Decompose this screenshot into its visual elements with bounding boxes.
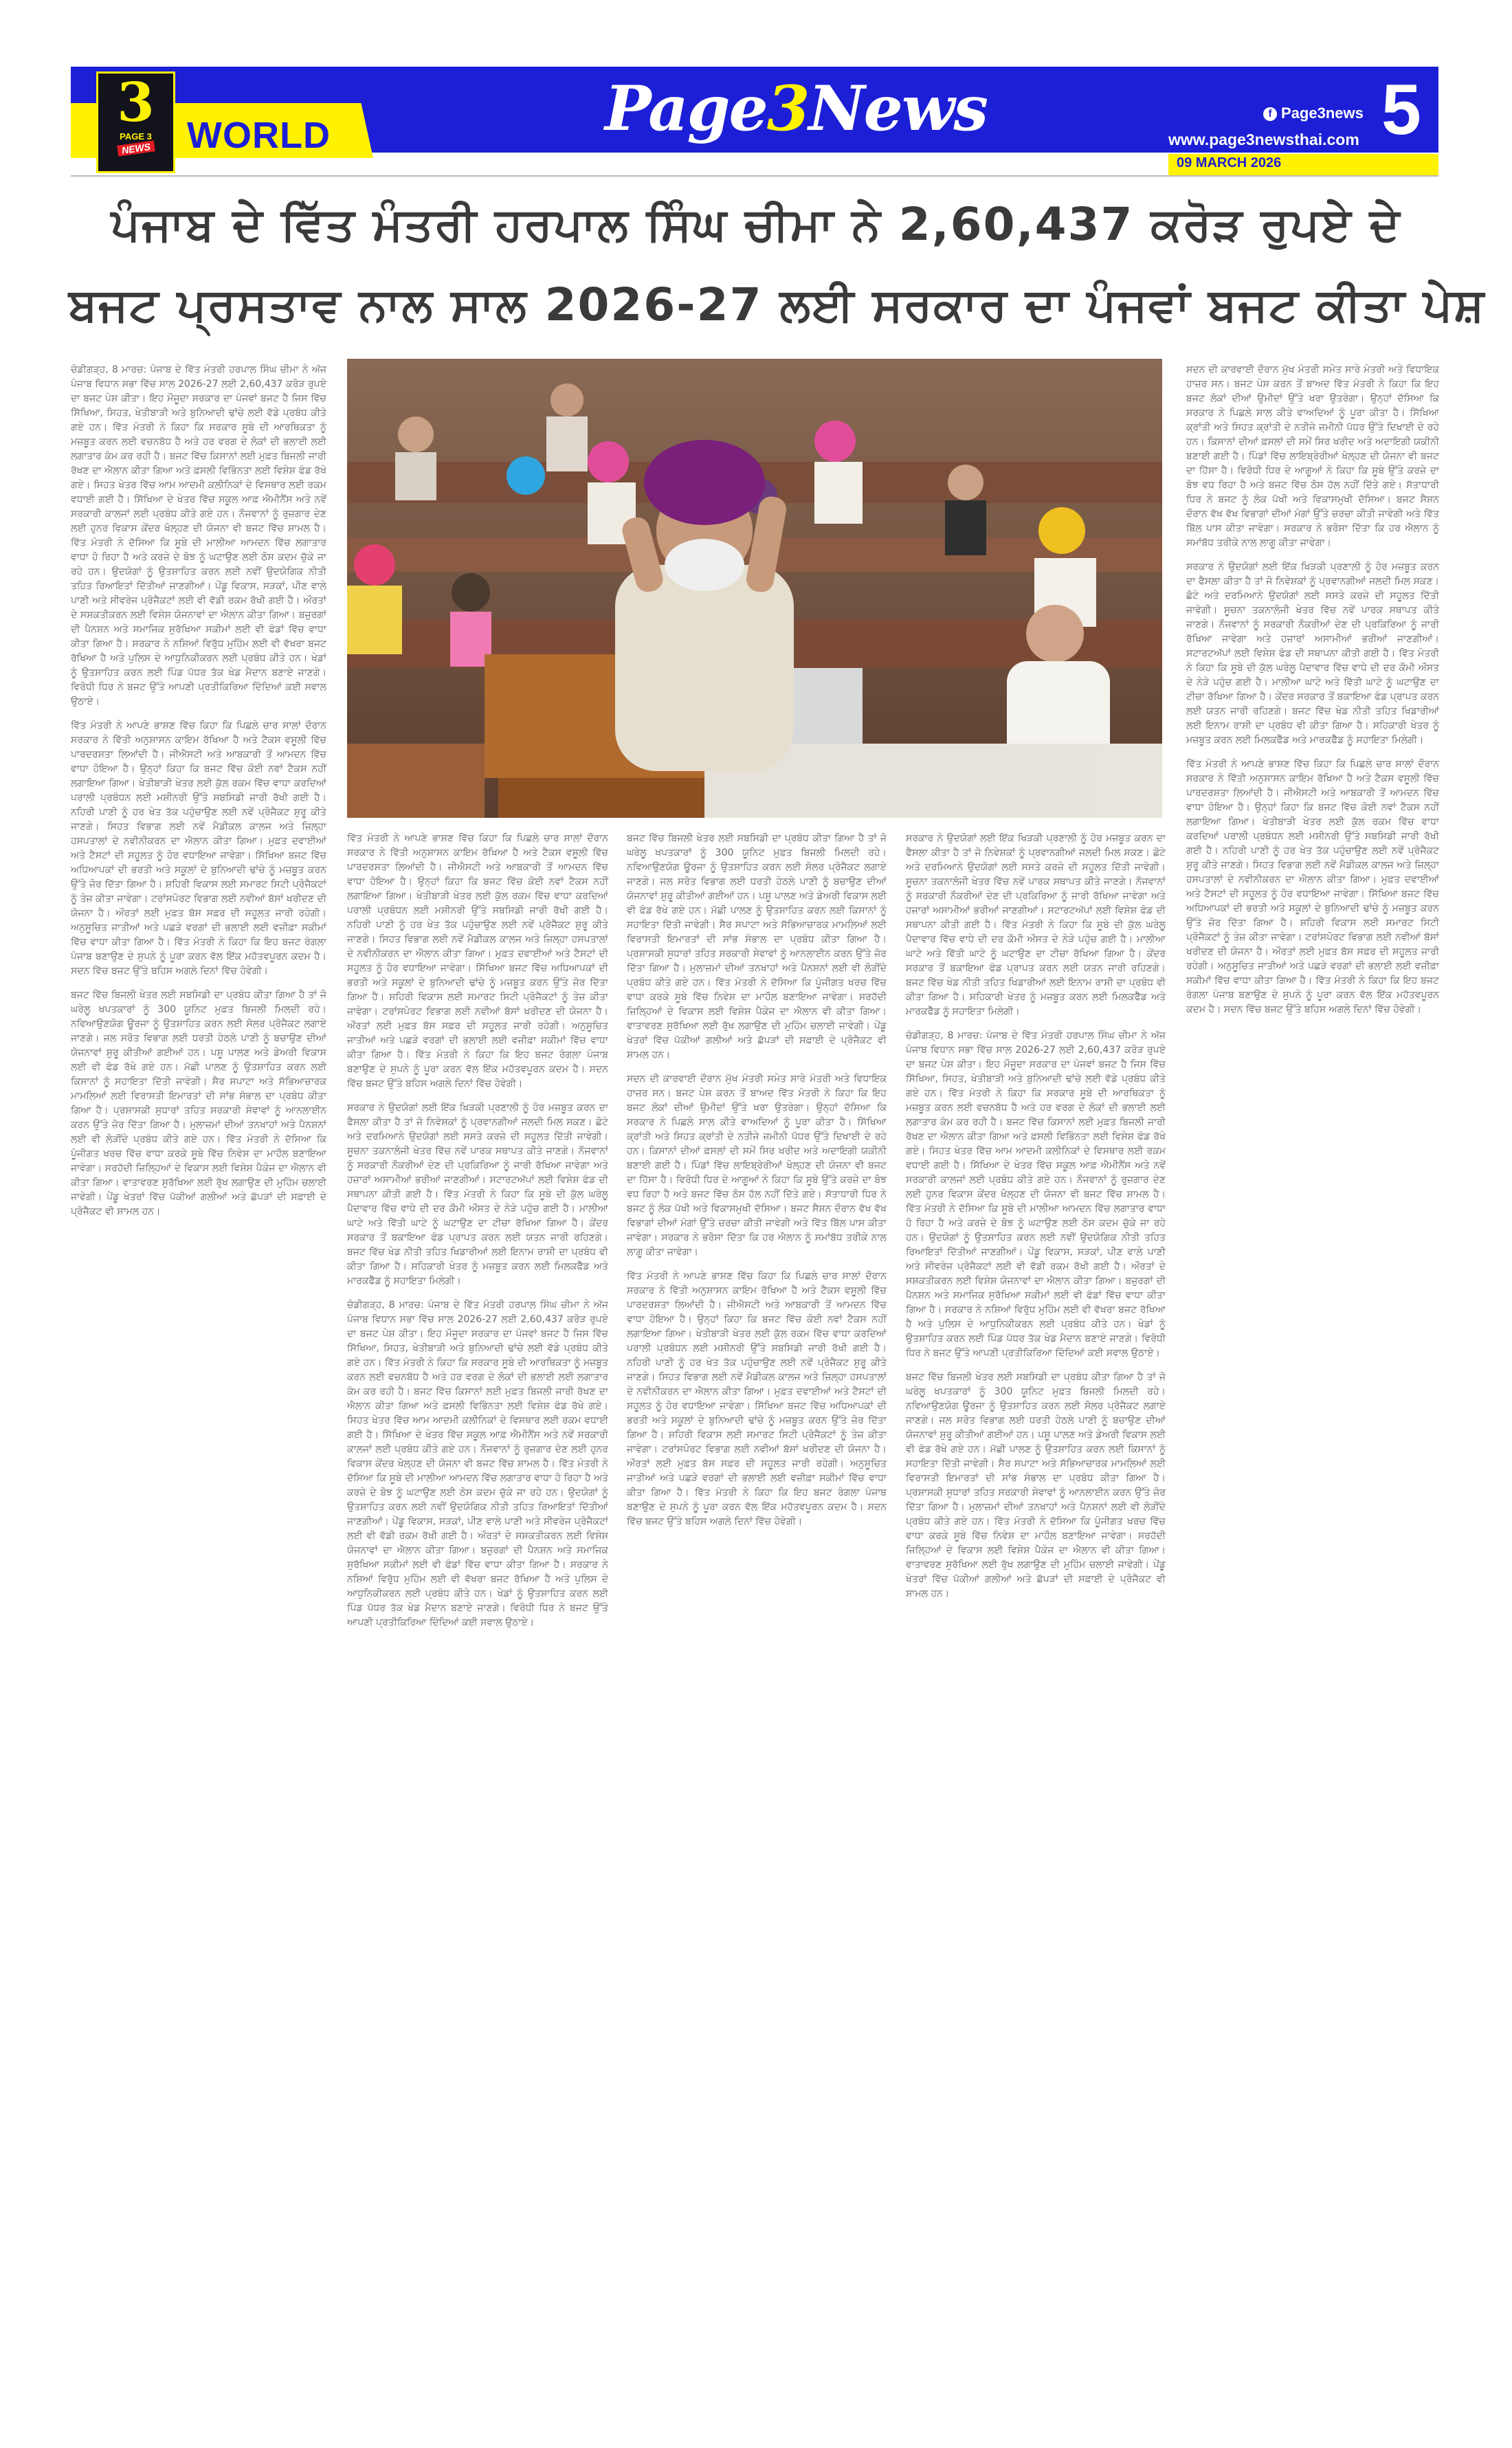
brand-suffix: News: [808, 72, 988, 145]
headline-line-2: ਬਜਟ ਪ੍ਰਸਤਾਵ ਨਾਲ ਸਾਲ 2026-27 ਲਈ ਸਰਕਾਰ ਦਾ ਪੰਜਵਾਂ ਬਜਟ ਕੀਤਾ ਪੇਸ਼: [69, 278, 1486, 331]
article-text-col2-more: ਚੰਡੀਗੜ੍ਹ, 8 ਮਾਰਚ: ਪੰਜਾਬ ਦੇ ਵਿੱਤ ਮੰਤਰੀ ਹਰਪਾਲ ਸਿੰਘ ਚੀਮਾ ਨੇ ਅੱਜ ਪੰਜਾਬ ਵਿਧਾਨ ਸਭਾ ਵਿੱਚ ਸਾਲ 2026-27 ਲਈ 2,60,437 ਕਰੋੜ ਰੁਪਏ ਦਾ ਬਜਟ ਪੇਸ਼ ਕੀਤਾ। ਇਹ ਮੌਜੂਦਾ ਸਰਕਾਰ ਦਾ ਪੰਜਵਾਂ ਬਜਟ ਹੈ ਜਿਸ ਵਿੱਚ ਸਿੱਖਿਆ, ਸਿਹਤ, ਖੇਤੀਬਾੜੀ ਅਤੇ ਬੁਨਿਆਦੀ ਢਾਂਚੇ ਲਈ ਵੱਡੇ ਪ੍ਰਬੰਧ ਕੀਤੇ ਗਏ ਹਨ। ਵਿੱਤ ਮੰਤਰੀ ਨੇ ਕਿਹਾ ਕਿ ਸਰਕਾਰ ਸੂਬੇ ਦੀ ਆਰਥਿਕਤਾ ਨੂੰ ਮਜ਼ਬੂਤ ਕਰਨ ਲਈ ਵਚਨਬੱਧ ਹੈ ਅਤੇ ਹਰ ਵਰਗ ਦੇ ਲੋਕਾਂ ਦੀ ਭਲਾਈ ਲਈ ਲਗਾਤਾਰ ਕੰਮ ਕਰ ਰਹੀ ਹੈ। ਬਜਟ ਵਿੱਚ ਕਿਸਾਨਾਂ ਲਈ ਮੁਫ਼ਤ ਬਿਜਲੀ ਜਾਰੀ ਰੱਖਣ ਦਾ ਐਲਾਨ ਕੀਤਾ ਗਿਆ ਅਤੇ ਫ਼ਸਲੀ ਵਿਭਿੰਨਤਾ ਲਈ ਵਿਸ਼ੇਸ਼ ਫੰਡ ਰੱਖੇ ਗਏ। ਸਿਹਤ ਖੇਤਰ ਵਿੱਚ ਆਮ ਆਦਮੀ ਕਲੀਨਿਕਾਂ ਦੇ ਵਿਸਥਾਰ ਲਈ ਰਕਮ ਵਧਾਈ ਗਈ ਹੈ। ਸਿੱਖਿਆ ਦੇ ਖੇਤਰ ਵਿੱਚ ਸਕੂਲ ਆਫ਼ ਐਮੀਨੈਂਸ ਅਤੇ ਨਵੇਂ ਸਰਕਾਰੀ ਕਾਲਜਾਂ ਲਈ ਪ੍ਰਬੰਧ ਕੀਤੇ ਗਏ ਹਨ। ਨੌਜਵਾਨਾਂ ਨੂੰ ਰੁਜ਼ਗਾਰ ਦੇਣ ਲਈ ਹੁਨਰ ਵਿਕਾਸ ਕੇਂਦਰ ਖੋਲ੍ਹਣ ਦੀ ਯੋਜਨਾ ਵੀ ਬਜਟ ਵਿੱਚ ਸ਼ਾਮਲ ਹੈ। ਵਿੱਤ ਮੰਤਰੀ ਨੇ ਦੱਸਿਆ ਕਿ ਸੂਬੇ ਦੀ ਮਾਲੀਆ ਆਮਦਨ ਵਿੱਚ ਲਗਾਤਾਰ ਵਾਧਾ ਹੋ ਰਿਹਾ ਹੈ ਅਤੇ ਕਰਜ਼ੇ ਦੇ ਬੋਝ ਨੂੰ ਘਟਾਉਣ ਲਈ ਠੋਸ ਕਦਮ ਚੁੱਕੇ ਜਾ ਰਹੇ ਹਨ। ਉਦਯੋਗਾਂ ਨੂੰ ਉਤਸ਼ਾਹਿਤ ਕਰਨ ਲਈ ਨਵੀਂ ਉਦਯੋਗਿਕ ਨੀਤੀ ਤਹਿਤ ਰਿਆਇਤਾਂ ਦਿੱਤੀਆਂ ਜਾਣਗੀਆਂ। ਪੇਂਡੂ ਵਿਕਾਸ, ਸੜਕਾਂ, ਪੀਣ ਵਾਲੇ ਪਾਣੀ ਅਤੇ ਸੀਵਰੇਜ ਪ੍ਰੋਜੈਕਟਾਂ ਲਈ ਵੀ ਵੱਡੀ ਰਕਮ ਰੱਖੀ ਗਈ ਹੈ। ਔਰਤਾਂ ਦੇ ਸਸ਼ਕਤੀਕਰਨ ਲਈ ਵਿਸ਼ੇਸ਼ ਯੋਜਨਾਵਾਂ ਦਾ ਐਲਾਨ ਕੀਤਾ ਗਿਆ। ਬਜ਼ੁਰਗਾਂ ਦੀ ਪੈਨਸ਼ਨ ਅਤੇ ਸਮਾਜਿਕ ਸੁਰੱਖਿਆ ਸਕੀਮਾਂ ਲਈ ਵੀ ਫੰਡਾਂ ਵਿੱਚ ਵਾਧਾ ਕੀਤਾ ਗਿਆ ਹੈ। ਸਰਕਾਰ ਨੇ ਨਸ਼ਿਆਂ ਵਿਰੁੱਧ ਮੁਹਿੰਮ ਲਈ ਵੀ ਵੱਖਰਾ ਬਜਟ ਰੱਖਿਆ ਹੈ ਅਤੇ ਪੁਲਿਸ ਦੇ ਆਧੁਨਿਕੀਕਰਨ ਲਈ ਪ੍ਰਬੰਧ ਕੀਤੇ ਹਨ। ਖੇਡਾਂ ਨੂੰ ਉਤਸ਼ਾਹਿਤ ਕਰਨ ਲਈ ਪਿੰਡ ਪੱਧਰ ਤੱਕ ਖੇਡ ਮੈਦਾਨ ਬਣਾਏ ਜਾਣਗੇ। ਵਿਰੋਧੀ ਧਿਰ ਨੇ ਬਜਟ ਉੱਤੇ ਆਪਣੀ ਪ੍ਰਤੀਕਿਰਿਆ ਦਿੰਦਿਆਂ ਕਈ ਸਵਾਲ ਉਠਾਏ।: [347, 1300, 608, 1628]
article-text-col3: ਬਜਟ ਵਿੱਚ ਬਿਜਲੀ ਖੇਤਰ ਲਈ ਸਬਸਿਡੀ ਦਾ ਪ੍ਰਬੰਧ ਕੀਤਾ ਗਿਆ ਹੈ ਤਾਂ ਜੋ ਘਰੇਲੂ ਖਪਤਕਾਰਾਂ ਨੂੰ 300 ਯੂਨਿਟ ਮੁਫ਼ਤ ਬਿਜਲੀ ਮਿਲਦੀ ਰਹੇ। ਨਵਿਆਉਣਯੋਗ ਊਰਜਾ ਨੂੰ ਉਤਸ਼ਾਹਿਤ ਕਰਨ ਲਈ ਸੋਲਰ ਪ੍ਰੋਜੈਕਟ ਲਗਾਏ ਜਾਣਗੇ। ਜਲ ਸਰੋਤ ਵਿਭਾਗ ਲਈ ਧਰਤੀ ਹੇਠਲੇ ਪਾਣੀ ਨੂੰ ਬਚਾਉਣ ਦੀਆਂ ਯੋਜਨਾਵਾਂ ਸ਼ੁਰੂ ਕੀਤੀਆਂ ਗਈਆਂ ਹਨ। ਪਸ਼ੂ ਪਾਲਣ ਅਤੇ ਡੇਅਰੀ ਵਿਕਾਸ ਲਈ ਵੀ ਫੰਡ ਰੱਖੇ ਗਏ ਹਨ। ਮੱਛੀ ਪਾਲਣ ਨੂੰ ਉਤਸ਼ਾਹਿਤ ਕਰਨ ਲਈ ਕਿਸਾਨਾਂ ਨੂੰ ਸਹਾਇਤਾ ਦਿੱਤੀ ਜਾਵੇਗੀ। ਸੈਰ ਸਪਾਟਾ ਅਤੇ ਸੱਭਿਆਚਾਰਕ ਮਾਮਲਿਆਂ ਲਈ ਵਿਰਾਸਤੀ ਇਮਾਰਤਾਂ ਦੀ ਸਾਂਭ ਸੰਭਾਲ ਦਾ ਪ੍ਰਬੰਧ ਕੀਤਾ ਗਿਆ ਹੈ। ਪ੍ਰਸ਼ਾਸਕੀ ਸੁਧਾਰਾਂ ਤਹਿਤ ਸਰਕਾਰੀ ਸੇਵਾਵਾਂ ਨੂੰ ਆਨਲਾਈਨ ਕਰਨ ਉੱਤੇ ਜ਼ੋਰ ਦਿੱਤਾ ਗਿਆ ਹੈ। ਮੁਲਾਜ਼ਮਾਂ ਦੀਆਂ ਤਨਖਾਹਾਂ ਅਤੇ ਪੈਨਸ਼ਨਾਂ ਲਈ ਵੀ ਲੋੜੀਂਦੇ ਪ੍ਰਬੰਧ ਕੀਤੇ ਗਏ ਹਨ। ਵਿੱਤ ਮੰਤਰੀ ਨੇ ਦੱਸਿਆ ਕਿ ਪੂੰਜੀਗਤ ਖਰਚ ਵਿੱਚ ਵਾਧਾ ਕਰਕੇ ਸੂਬੇ ਵਿੱਚ ਨਿਵੇਸ਼ ਦਾ ਮਾਹੌਲ ਬਣਾਇਆ ਜਾਵੇਗਾ। ਸਰਹੱਦੀ ਜ਼ਿਲ੍ਹਿਆਂ ਦੇ ਵਿਕਾਸ ਲਈ ਵਿਸ਼ੇਸ਼ ਪੈਕੇਜ ਦਾ ਐਲਾਨ ਵੀ ਕੀਤਾ ਗਿਆ। ਵਾਤਾਵਰਣ ਸੁਰੱਖਿਆ ਲਈ ਰੁੱਖ ਲਗਾਉਣ ਦੀ ਮੁਹਿੰਮ ਚਲਾਈ ਜਾਵੇਗੀ। ਪੇਂਡੂ ਖੇਤਰਾਂ ਵਿੱਚ ਪੱਕੀਆਂ ਗਲੀਆਂ ਅਤੇ ਛੱਪੜਾਂ ਦੀ ਸਫ਼ਾਈ ਦੇ ਪ੍ਰੋਜੈਕਟ ਵੀ ਸ਼ਾਮਲ ਹਨ।: [627, 833, 887, 1060]
section-label: WORLD: [187, 115, 331, 156]
article-column-2: [347, 832, 608, 2371]
logo-text-page: PAGE 3: [120, 131, 152, 142]
page3-logo: [96, 71, 175, 173]
issue-date: 09 MARCH 2026: [1177, 155, 1282, 170]
article-column-3: [627, 832, 887, 2371]
website-link[interactable]: www.page3newsthai.com: [1168, 131, 1359, 148]
article-text-col4-more: ਬਜਟ ਵਿੱਚ ਬਿਜਲੀ ਖੇਤਰ ਲਈ ਸਬਸਿਡੀ ਦਾ ਪ੍ਰਬੰਧ ਕੀਤਾ ਗਿਆ ਹੈ ਤਾਂ ਜੋ ਘਰੇਲੂ ਖਪਤਕਾਰਾਂ ਨੂੰ 300 ਯੂਨਿਟ ਮੁਫ਼ਤ ਬਿਜਲੀ ਮਿਲਦੀ ਰਹੇ। ਨਵਿਆਉਣਯੋਗ ਊਰਜਾ ਨੂੰ ਉਤਸ਼ਾਹਿਤ ਕਰਨ ਲਈ ਸੋਲਰ ਪ੍ਰੋਜੈਕਟ ਲਗਾਏ ਜਾਣਗੇ। ਜਲ ਸਰੋਤ ਵਿਭਾਗ ਲਈ ਧਰਤੀ ਹੇਠਲੇ ਪਾਣੀ ਨੂੰ ਬਚਾਉਣ ਦੀਆਂ ਯੋਜਨਾਵਾਂ ਸ਼ੁਰੂ ਕੀਤੀਆਂ ਗਈਆਂ ਹਨ। ਪਸ਼ੂ ਪਾਲਣ ਅਤੇ ਡੇਅਰੀ ਵਿਕਾਸ ਲਈ ਵੀ ਫੰਡ ਰੱਖੇ ਗਏ ਹਨ। ਮੱਛੀ ਪਾਲਣ ਨੂੰ ਉਤਸ਼ਾਹਿਤ ਕਰਨ ਲਈ ਕਿਸਾਨਾਂ ਨੂੰ ਸਹਾਇਤਾ ਦਿੱਤੀ ਜਾਵੇਗੀ। ਸੈਰ ਸਪਾਟਾ ਅਤੇ ਸੱਭਿਆਚਾਰਕ ਮਾਮਲਿਆਂ ਲਈ ਵਿਰਾਸਤੀ ਇਮਾਰਤਾਂ ਦੀ ਸਾਂਭ ਸੰਭਾਲ ਦਾ ਪ੍ਰਬੰਧ ਕੀਤਾ ਗਿਆ ਹੈ। ਪ੍ਰਸ਼ਾਸਕੀ ਸੁਧਾਰਾਂ ਤਹਿਤ ਸਰਕਾਰੀ ਸੇਵਾਵਾਂ ਨੂੰ ਆਨਲਾਈਨ ਕਰਨ ਉੱਤੇ ਜ਼ੋਰ ਦਿੱਤਾ ਗਿਆ ਹੈ। ਮੁਲਾਜ਼ਮਾਂ ਦੀਆਂ ਤਨਖਾਹਾਂ ਅਤੇ ਪੈਨਸ਼ਨਾਂ ਲਈ ਵੀ ਲੋੜੀਂਦੇ ਪ੍ਰਬੰਧ ਕੀਤੇ ਗਏ ਹਨ। ਵਿੱਤ ਮੰਤਰੀ ਨੇ ਦੱਸਿਆ ਕਿ ਪੂੰਜੀਗਤ ਖਰਚ ਵਿੱਚ ਵਾਧਾ ਕਰਕੇ ਸੂਬੇ ਵਿੱਚ ਨਿਵੇਸ਼ ਦਾ ਮਾਹੌਲ ਬਣਾਇਆ ਜਾਵੇਗਾ। ਸਰਹੱਦੀ ਜ਼ਿਲ੍ਹਿਆਂ ਦੇ ਵਿਕਾਸ ਲਈ ਵਿਸ਼ੇਸ਼ ਪੈਕੇਜ ਦਾ ਐਲਾਨ ਵੀ ਕੀਤਾ ਗਿਆ। ਵਾਤਾਵਰਣ ਸੁਰੱਖਿਆ ਲਈ ਰੁੱਖ ਲਗਾਉਣ ਦੀ ਮੁਹਿੰਮ ਚਲਾਈ ਜਾਵੇਗੀ। ਪੇਂਡੂ ਖੇਤਰਾਂ ਵਿੱਚ ਪੱਕੀਆਂ ਗਲੀਆਂ ਅਤੇ ਛੱਪੜਾਂ ਦੀ ਸਫ਼ਾਈ ਦੇ ਪ੍ਰੋਜੈਕਟ ਵੀ ਸ਼ਾਮਲ ਹਨ।: [906, 1372, 1166, 1599]
facebook-icon: f: [1263, 107, 1277, 121]
article-text-col2: ਵਿੱਤ ਮੰਤਰੀ ਨੇ ਆਪਣੇ ਭਾਸ਼ਣ ਵਿੱਚ ਕਿਹਾ ਕਿ ਪਿਛਲੇ ਚਾਰ ਸਾਲਾਂ ਦੌਰਾਨ ਸਰਕਾਰ ਨੇ ਵਿੱਤੀ ਅਨੁਸ਼ਾਸਨ ਕਾਇਮ ਰੱਖਿਆ ਹੈ ਅਤੇ ਟੈਕਸ ਵਸੂਲੀ ਵਿੱਚ ਪਾਰਦਰਸ਼ਤਾ ਲਿਆਂਦੀ ਹੈ। ਜੀਐਸਟੀ ਅਤੇ ਆਬਕਾਰੀ ਤੋਂ ਆਮਦਨ ਵਿੱਚ ਵਾਧਾ ਹੋਇਆ ਹੈ। ਉਨ੍ਹਾਂ ਕਿਹਾ ਕਿ ਬਜਟ ਵਿੱਚ ਕੋਈ ਨਵਾਂ ਟੈਕਸ ਨਹੀਂ ਲਗਾਇਆ ਗਿਆ। ਖੇਤੀਬਾੜੀ ਖੇਤਰ ਲਈ ਕੁੱਲ ਰਕਮ ਵਿੱਚ ਵਾਧਾ ਕਰਦਿਆਂ ਪਰਾਲੀ ਪ੍ਰਬੰਧਨ ਲਈ ਮਸ਼ੀਨਰੀ ਉੱਤੇ ਸਬਸਿਡੀ ਜਾਰੀ ਰੱਖੀ ਗਈ ਹੈ। ਨਹਿਰੀ ਪਾਣੀ ਨੂੰ ਹਰ ਖੇਤ ਤੱਕ ਪਹੁੰਚਾਉਣ ਲਈ ਨਵੇਂ ਪ੍ਰੋਜੈਕਟ ਸ਼ੁਰੂ ਕੀਤੇ ਜਾਣਗੇ। ਸਿਹਤ ਵਿਭਾਗ ਲਈ ਨਵੇਂ ਮੈਡੀਕਲ ਕਾਲਜ ਅਤੇ ਜ਼ਿਲ੍ਹਾ ਹਸਪਤਾਲਾਂ ਦੇ ਨਵੀਨੀਕਰਨ ਦਾ ਐਲਾਨ ਕੀਤਾ ਗਿਆ। ਮੁਫ਼ਤ ਦਵਾਈਆਂ ਅਤੇ ਟੈਸਟਾਂ ਦੀ ਸਹੂਲਤ ਨੂੰ ਹੋਰ ਵਧਾਇਆ ਜਾਵੇਗਾ। ਸਿੱਖਿਆ ਬਜਟ ਵਿੱਚ ਅਧਿਆਪਕਾਂ ਦੀ ਭਰਤੀ ਅਤੇ ਸਕੂਲਾਂ ਦੇ ਬੁਨਿਆਦੀ ਢਾਂਚੇ ਨੂੰ ਮਜ਼ਬੂਤ ਕਰਨ ਉੱਤੇ ਜ਼ੋਰ ਦਿੱਤਾ ਗਿਆ ਹੈ। ਸ਼ਹਿਰੀ ਵਿਕਾਸ ਲਈ ਸਮਾਰਟ ਸਿਟੀ ਪ੍ਰੋਜੈਕਟਾਂ ਨੂੰ ਤੇਜ਼ ਕੀਤਾ ਜਾਵੇਗਾ। ਟਰਾਂਸਪੋਰਟ ਵਿਭਾਗ ਲਈ ਨਵੀਆਂ ਬੱਸਾਂ ਖਰੀਦਣ ਦੀ ਯੋਜਨਾ ਹੈ। ਔਰਤਾਂ ਲਈ ਮੁਫ਼ਤ ਬੱਸ ਸਫ਼ਰ ਦੀ ਸਹੂਲਤ ਜਾਰੀ ਰਹੇਗੀ। ਅਨੁਸੂਚਿਤ ਜਾਤੀਆਂ ਅਤੇ ਪਛੜੇ ਵਰਗਾਂ ਦੀ ਭਲਾਈ ਲਈ ਵਜ਼ੀਫ਼ਾ ਸਕੀਮਾਂ ਵਿੱਚ ਵਾਧਾ ਕੀਤਾ ਗਿਆ ਹੈ। ਵਿੱਤ ਮੰਤਰੀ ਨੇ ਕਿਹਾ ਕਿ ਇਹ ਬਜਟ ਰੰਗਲਾ ਪੰਜਾਬ ਬਣਾਉਣ ਦੇ ਸੁਪਨੇ ਨੂੰ ਪੂਰਾ ਕਰਨ ਵੱਲ ਇੱਕ ਮਹੱਤਵਪੂਰਨ ਕਦਮ ਹੈ। ਸਦਨ ਵਿੱਚ ਬਜਟ ਉੱਤੇ ਬਹਿਸ ਅਗਲੇ ਦਿਨਾਂ ਵਿੱਚ ਹੋਵੇਗੀ।: [347, 833, 608, 1089]
newspaper-brand: [605, 74, 987, 143]
article-column-5: [1186, 363, 1439, 2370]
social-handle: Page3news: [1281, 104, 1364, 122]
article-column-1: [71, 363, 326, 2370]
article-text-col4-continued: ਚੰਡੀਗੜ੍ਹ, 8 ਮਾਰਚ: ਪੰਜਾਬ ਦੇ ਵਿੱਤ ਮੰਤਰੀ ਹਰਪਾਲ ਸਿੰਘ ਚੀਮਾ ਨੇ ਅੱਜ ਪੰਜਾਬ ਵਿਧਾਨ ਸਭਾ ਵਿੱਚ ਸਾਲ 2026-27 ਲਈ 2,60,437 ਕਰੋੜ ਰੁਪਏ ਦਾ ਬਜਟ ਪੇਸ਼ ਕੀਤਾ। ਇਹ ਮੌਜੂਦਾ ਸਰਕਾਰ ਦਾ ਪੰਜਵਾਂ ਬਜਟ ਹੈ ਜਿਸ ਵਿੱਚ ਸਿੱਖਿਆ, ਸਿਹਤ, ਖੇਤੀਬਾੜੀ ਅਤੇ ਬੁਨਿਆਦੀ ਢਾਂਚੇ ਲਈ ਵੱਡੇ ਪ੍ਰਬੰਧ ਕੀਤੇ ਗਏ ਹਨ। ਵਿੱਤ ਮੰਤਰੀ ਨੇ ਕਿਹਾ ਕਿ ਸਰਕਾਰ ਸੂਬੇ ਦੀ ਆਰਥਿਕਤਾ ਨੂੰ ਮਜ਼ਬੂਤ ਕਰਨ ਲਈ ਵਚਨਬੱਧ ਹੈ ਅਤੇ ਹਰ ਵਰਗ ਦੇ ਲੋਕਾਂ ਦੀ ਭਲਾਈ ਲਈ ਲਗਾਤਾਰ ਕੰਮ ਕਰ ਰਹੀ ਹੈ। ਬਜਟ ਵਿੱਚ ਕਿਸਾਨਾਂ ਲਈ ਮੁਫ਼ਤ ਬਿਜਲੀ ਜਾਰੀ ਰੱਖਣ ਦਾ ਐਲਾਨ ਕੀਤਾ ਗਿਆ ਅਤੇ ਫ਼ਸਲੀ ਵਿਭਿੰਨਤਾ ਲਈ ਵਿਸ਼ੇਸ਼ ਫੰਡ ਰੱਖੇ ਗਏ। ਸਿਹਤ ਖੇਤਰ ਵਿੱਚ ਆਮ ਆਦਮੀ ਕਲੀਨਿਕਾਂ ਦੇ ਵਿਸਥਾਰ ਲਈ ਰਕਮ ਵਧਾਈ ਗਈ ਹੈ। ਸਿੱਖਿਆ ਦੇ ਖੇਤਰ ਵਿੱਚ ਸਕੂਲ ਆਫ਼ ਐਮੀਨੈਂਸ ਅਤੇ ਨਵੇਂ ਸਰਕਾਰੀ ਕਾਲਜਾਂ ਲਈ ਪ੍ਰਬੰਧ ਕੀਤੇ ਗਏ ਹਨ। ਨੌਜਵਾਨਾਂ ਨੂੰ ਰੁਜ਼ਗਾਰ ਦੇਣ ਲਈ ਹੁਨਰ ਵਿਕਾਸ ਕੇਂਦਰ ਖੋਲ੍ਹਣ ਦੀ ਯੋਜਨਾ ਵੀ ਬਜਟ ਵਿੱਚ ਸ਼ਾਮਲ ਹੈ। ਵਿੱਤ ਮੰਤਰੀ ਨੇ ਦੱਸਿਆ ਕਿ ਸੂਬੇ ਦੀ ਮਾਲੀਆ ਆਮਦਨ ਵਿੱਚ ਲਗਾਤਾਰ ਵਾਧਾ ਹੋ ਰਿਹਾ ਹੈ ਅਤੇ ਕਰਜ਼ੇ ਦੇ ਬੋਝ ਨੂੰ ਘਟਾਉਣ ਲਈ ਠੋਸ ਕਦਮ ਚੁੱਕੇ ਜਾ ਰਹੇ ਹਨ। ਉਦਯੋਗਾਂ ਨੂੰ ਉਤਸ਼ਾਹਿਤ ਕਰਨ ਲਈ ਨਵੀਂ ਉਦਯੋਗਿਕ ਨੀਤੀ ਤਹਿਤ ਰਿਆਇਤਾਂ ਦਿੱਤੀਆਂ ਜਾਣਗੀਆਂ। ਪੇਂਡੂ ਵਿਕਾਸ, ਸੜਕਾਂ, ਪੀਣ ਵਾਲੇ ਪਾਣੀ ਅਤੇ ਸੀਵਰੇਜ ਪ੍ਰੋਜੈਕਟਾਂ ਲਈ ਵੀ ਵੱਡੀ ਰਕਮ ਰੱਖੀ ਗਈ ਹੈ। ਔਰਤਾਂ ਦੇ ਸਸ਼ਕਤੀਕਰਨ ਲਈ ਵਿਸ਼ੇਸ਼ ਯੋਜਨਾਵਾਂ ਦਾ ਐਲਾਨ ਕੀਤਾ ਗਿਆ। ਬਜ਼ੁਰਗਾਂ ਦੀ ਪੈਨਸ਼ਨ ਅਤੇ ਸਮਾਜਿਕ ਸੁਰੱਖਿਆ ਸਕੀਮਾਂ ਲਈ ਵੀ ਫੰਡਾਂ ਵਿੱਚ ਵਾਧਾ ਕੀਤਾ ਗਿਆ ਹੈ। ਸਰਕਾਰ ਨੇ ਨਸ਼ਿਆਂ ਵਿਰੁੱਧ ਮੁਹਿੰਮ ਲਈ ਵੀ ਵੱਖਰਾ ਬਜਟ ਰੱਖਿਆ ਹੈ ਅਤੇ ਪੁਲਿਸ ਦੇ ਆਧੁਨਿਕੀਕਰਨ ਲਈ ਪ੍ਰਬੰਧ ਕੀਤੇ ਹਨ। ਖੇਡਾਂ ਨੂੰ ਉਤਸ਼ਾਹਿਤ ਕਰਨ ਲਈ ਪਿੰਡ ਪੱਧਰ ਤੱਕ ਖੇਡ ਮੈਦਾਨ ਬਣਾਏ ਜਾਣਗੇ। ਵਿਰੋਧੀ ਧਿਰ ਨੇ ਬਜਟ ਉੱਤੇ ਆਪਣੀ ਪ੍ਰਤੀਕਿਰਿਆ ਦਿੰਦਿਆਂ ਕਈ ਸਵਾਲ ਉਠਾਏ।: [906, 1030, 1166, 1359]
logo-text-news: NEWS: [117, 140, 155, 156]
assembly-photo: [347, 359, 1162, 818]
article-column-4: [906, 832, 1166, 2371]
article-text-col1-continued: ਵਿੱਤ ਮੰਤਰੀ ਨੇ ਆਪਣੇ ਭਾਸ਼ਣ ਵਿੱਚ ਕਿਹਾ ਕਿ ਪਿਛਲੇ ਚਾਰ ਸਾਲਾਂ ਦੌਰਾਨ ਸਰਕਾਰ ਨੇ ਵਿੱਤੀ ਅਨੁਸ਼ਾਸਨ ਕਾਇਮ ਰੱਖਿਆ ਹੈ ਅਤੇ ਟੈਕਸ ਵਸੂਲੀ ਵਿੱਚ ਪਾਰਦਰਸ਼ਤਾ ਲਿਆਂਦੀ ਹੈ। ਜੀਐਸਟੀ ਅਤੇ ਆਬਕਾਰੀ ਤੋਂ ਆਮਦਨ ਵਿੱਚ ਵਾਧਾ ਹੋਇਆ ਹੈ। ਉਨ੍ਹਾਂ ਕਿਹਾ ਕਿ ਬਜਟ ਵਿੱਚ ਕੋਈ ਨਵਾਂ ਟੈਕਸ ਨਹੀਂ ਲਗਾਇਆ ਗਿਆ। ਖੇਤੀਬਾੜੀ ਖੇਤਰ ਲਈ ਕੁੱਲ ਰਕਮ ਵਿੱਚ ਵਾਧਾ ਕਰਦਿਆਂ ਪਰਾਲੀ ਪ੍ਰਬੰਧਨ ਲਈ ਮਸ਼ੀਨਰੀ ਉੱਤੇ ਸਬਸਿਡੀ ਜਾਰੀ ਰੱਖੀ ਗਈ ਹੈ। ਨਹਿਰੀ ਪਾਣੀ ਨੂੰ ਹਰ ਖੇਤ ਤੱਕ ਪਹੁੰਚਾਉਣ ਲਈ ਨਵੇਂ ਪ੍ਰੋਜੈਕਟ ਸ਼ੁਰੂ ਕੀਤੇ ਜਾਣਗੇ। ਸਿਹਤ ਵਿਭਾਗ ਲਈ ਨਵੇਂ ਮੈਡੀਕਲ ਕਾਲਜ ਅਤੇ ਜ਼ਿਲ੍ਹਾ ਹਸਪਤਾਲਾਂ ਦੇ ਨਵੀਨੀਕਰਨ ਦਾ ਐਲਾਨ ਕੀਤਾ ਗਿਆ। ਮੁਫ਼ਤ ਦਵਾਈਆਂ ਅਤੇ ਟੈਸਟਾਂ ਦੀ ਸਹੂਲਤ ਨੂੰ ਹੋਰ ਵਧਾਇਆ ਜਾਵੇਗਾ। ਸਿੱਖਿਆ ਬਜਟ ਵਿੱਚ ਅਧਿਆਪਕਾਂ ਦੀ ਭਰਤੀ ਅਤੇ ਸਕੂਲਾਂ ਦੇ ਬੁਨਿਆਦੀ ਢਾਂਚੇ ਨੂੰ ਮਜ਼ਬੂਤ ਕਰਨ ਉੱਤੇ ਜ਼ੋਰ ਦਿੱਤਾ ਗਿਆ ਹੈ। ਸ਼ਹਿਰੀ ਵਿਕਾਸ ਲਈ ਸਮਾਰਟ ਸਿਟੀ ਪ੍ਰੋਜੈਕਟਾਂ ਨੂੰ ਤੇਜ਼ ਕੀਤਾ ਜਾਵੇਗਾ। ਟਰਾਂਸਪੋਰਟ ਵਿਭਾਗ ਲਈ ਨਵੀਆਂ ਬੱਸਾਂ ਖਰੀਦਣ ਦੀ ਯੋਜਨਾ ਹੈ। ਔਰਤਾਂ ਲਈ ਮੁਫ਼ਤ ਬੱਸ ਸਫ਼ਰ ਦੀ ਸਹੂਲਤ ਜਾਰੀ ਰਹੇਗੀ। ਅਨੁਸੂਚਿਤ ਜਾਤੀਆਂ ਅਤੇ ਪਛੜੇ ਵਰਗਾਂ ਦੀ ਭਲਾਈ ਲਈ ਵਜ਼ੀਫ਼ਾ ਸਕੀਮਾਂ ਵਿੱਚ ਵਾਧਾ ਕੀਤਾ ਗਿਆ ਹੈ। ਵਿੱਤ ਮੰਤਰੀ ਨੇ ਕਿਹਾ ਕਿ ਇਹ ਬਜਟ ਰੰਗਲਾ ਪੰਜਾਬ ਬਣਾਉਣ ਦੇ ਸੁਪਨੇ ਨੂੰ ਪੂਰਾ ਕਰਨ ਵੱਲ ਇੱਕ ਮਹੱਤਵਪੂਰਨ ਕਦਮ ਹੈ। ਸਦਨ ਵਿੱਚ ਬਜਟ ਉੱਤੇ ਬਹਿਸ ਅਗਲੇ ਦਿਨਾਂ ਵਿੱਚ ਹੋਵੇਗੀ।: [71, 720, 326, 977]
article-text-col5-more: ਵਿੱਤ ਮੰਤਰੀ ਨੇ ਆਪਣੇ ਭਾਸ਼ਣ ਵਿੱਚ ਕਿਹਾ ਕਿ ਪਿਛਲੇ ਚਾਰ ਸਾਲਾਂ ਦੌਰਾਨ ਸਰਕਾਰ ਨੇ ਵਿੱਤੀ ਅਨੁਸ਼ਾਸਨ ਕਾਇਮ ਰੱਖਿਆ ਹੈ ਅਤੇ ਟੈਕਸ ਵਸੂਲੀ ਵਿੱਚ ਪਾਰਦਰਸ਼ਤਾ ਲਿਆਂਦੀ ਹੈ। ਜੀਐਸਟੀ ਅਤੇ ਆਬਕਾਰੀ ਤੋਂ ਆਮਦਨ ਵਿੱਚ ਵਾਧਾ ਹੋਇਆ ਹੈ। ਉਨ੍ਹਾਂ ਕਿਹਾ ਕਿ ਬਜਟ ਵਿੱਚ ਕੋਈ ਨਵਾਂ ਟੈਕਸ ਨਹੀਂ ਲਗਾਇਆ ਗਿਆ। ਖੇਤੀਬਾੜੀ ਖੇਤਰ ਲਈ ਕੁੱਲ ਰਕਮ ਵਿੱਚ ਵਾਧਾ ਕਰਦਿਆਂ ਪਰਾਲੀ ਪ੍ਰਬੰਧਨ ਲਈ ਮਸ਼ੀਨਰੀ ਉੱਤੇ ਸਬਸਿਡੀ ਜਾਰੀ ਰੱਖੀ ਗਈ ਹੈ। ਨਹਿਰੀ ਪਾਣੀ ਨੂੰ ਹਰ ਖੇਤ ਤੱਕ ਪਹੁੰਚਾਉਣ ਲਈ ਨਵੇਂ ਪ੍ਰੋਜੈਕਟ ਸ਼ੁਰੂ ਕੀਤੇ ਜਾਣਗੇ। ਸਿਹਤ ਵਿਭਾਗ ਲਈ ਨਵੇਂ ਮੈਡੀਕਲ ਕਾਲਜ ਅਤੇ ਜ਼ਿਲ੍ਹਾ ਹਸਪਤਾਲਾਂ ਦੇ ਨਵੀਨੀਕਰਨ ਦਾ ਐਲਾਨ ਕੀਤਾ ਗਿਆ। ਮੁਫ਼ਤ ਦਵਾਈਆਂ ਅਤੇ ਟੈਸਟਾਂ ਦੀ ਸਹੂਲਤ ਨੂੰ ਹੋਰ ਵਧਾਇਆ ਜਾਵੇਗਾ। ਸਿੱਖਿਆ ਬਜਟ ਵਿੱਚ ਅਧਿਆਪਕਾਂ ਦੀ ਭਰਤੀ ਅਤੇ ਸਕੂਲਾਂ ਦੇ ਬੁਨਿਆਦੀ ਢਾਂਚੇ ਨੂੰ ਮਜ਼ਬੂਤ ਕਰਨ ਉੱਤੇ ਜ਼ੋਰ ਦਿੱਤਾ ਗਿਆ ਹੈ। ਸ਼ਹਿਰੀ ਵਿਕਾਸ ਲਈ ਸਮਾਰਟ ਸਿਟੀ ਪ੍ਰੋਜੈਕਟਾਂ ਨੂੰ ਤੇਜ਼ ਕੀਤਾ ਜਾਵੇਗਾ। ਟਰਾਂਸਪੋਰਟ ਵਿਭਾਗ ਲਈ ਨਵੀਆਂ ਬੱਸਾਂ ਖਰੀਦਣ ਦੀ ਯੋਜਨਾ ਹੈ। ਔਰਤਾਂ ਲਈ ਮੁਫ਼ਤ ਬੱਸ ਸਫ਼ਰ ਦੀ ਸਹੂਲਤ ਜਾਰੀ ਰਹੇਗੀ। ਅਨੁਸੂਚਿਤ ਜਾਤੀਆਂ ਅਤੇ ਪਛੜੇ ਵਰਗਾਂ ਦੀ ਭਲਾਈ ਲਈ ਵਜ਼ੀਫ਼ਾ ਸਕੀਮਾਂ ਵਿੱਚ ਵਾਧਾ ਕੀਤਾ ਗਿਆ ਹੈ। ਵਿੱਤ ਮੰਤਰੀ ਨੇ ਕਿਹਾ ਕਿ ਇਹ ਬਜਟ ਰੰਗਲਾ ਪੰਜਾਬ ਬਣਾਉਣ ਦੇ ਸੁਪਨੇ ਨੂੰ ਪੂਰਾ ਕਰਨ ਵੱਲ ਇੱਕ ਮਹੱਤਵਪੂਰਨ ਕਦਮ ਹੈ। ਸਦਨ ਵਿੱਚ ਬਜਟ ਉੱਤੇ ਬਹਿਸ ਅਗਲੇ ਦਿਨਾਂ ਵਿੱਚ ਹੋਵੇਗੀ।: [1186, 759, 1439, 1015]
page-number: 5: [1381, 70, 1421, 150]
article-text-col2-continued: ਸਰਕਾਰ ਨੇ ਉਦਯੋਗਾਂ ਲਈ ਇੱਕ ਖਿੜਕੀ ਪ੍ਰਣਾਲੀ ਨੂੰ ਹੋਰ ਮਜ਼ਬੂਤ ਕਰਨ ਦਾ ਫੈਸਲਾ ਕੀਤਾ ਹੈ ਤਾਂ ਜੋ ਨਿਵੇਸ਼ਕਾਂ ਨੂੰ ਪ੍ਰਵਾਨਗੀਆਂ ਜਲਦੀ ਮਿਲ ਸਕਣ। ਛੋਟੇ ਅਤੇ ਦਰਮਿਆਨੇ ਉਦਯੋਗਾਂ ਲਈ ਸਸਤੇ ਕਰਜ਼ੇ ਦੀ ਸਹੂਲਤ ਦਿੱਤੀ ਜਾਵੇਗੀ। ਸੂਚਨਾ ਤਕਨਾਲੋਜੀ ਖੇਤਰ ਵਿੱਚ ਨਵੇਂ ਪਾਰਕ ਸਥਾਪਤ ਕੀਤੇ ਜਾਣਗੇ। ਨੌਜਵਾਨਾਂ ਨੂੰ ਸਰਕਾਰੀ ਨੌਕਰੀਆਂ ਦੇਣ ਦੀ ਪ੍ਰਕਿਰਿਆ ਨੂੰ ਜਾਰੀ ਰੱਖਿਆ ਜਾਵੇਗਾ ਅਤੇ ਹਜ਼ਾਰਾਂ ਅਸਾਮੀਆਂ ਭਰੀਆਂ ਜਾਣਗੀਆਂ। ਸਟਾਰਟਅੱਪਾਂ ਲਈ ਵਿਸ਼ੇਸ਼ ਫੰਡ ਦੀ ਸਥਾਪਨਾ ਕੀਤੀ ਗਈ ਹੈ। ਵਿੱਤ ਮੰਤਰੀ ਨੇ ਕਿਹਾ ਕਿ ਸੂਬੇ ਦੀ ਕੁੱਲ ਘਰੇਲੂ ਪੈਦਾਵਾਰ ਵਿੱਚ ਵਾਧੇ ਦੀ ਦਰ ਕੌਮੀ ਔਸਤ ਦੇ ਨੇੜੇ ਪਹੁੰਚ ਗਈ ਹੈ। ਮਾਲੀਆ ਘਾਟੇ ਅਤੇ ਵਿੱਤੀ ਘਾਟੇ ਨੂੰ ਘਟਾਉਣ ਦਾ ਟੀਚਾ ਰੱਖਿਆ ਗਿਆ ਹੈ। ਕੇਂਦਰ ਸਰਕਾਰ ਤੋਂ ਬਕਾਇਆ ਫੰਡ ਪ੍ਰਾਪਤ ਕਰਨ ਲਈ ਯਤਨ ਜਾਰੀ ਰਹਿਣਗੇ। ਬਜਟ ਵਿੱਚ ਖੇਡ ਨੀਤੀ ਤਹਿਤ ਖਿਡਾਰੀਆਂ ਲਈ ਇਨਾਮ ਰਾਸ਼ੀ ਦਾ ਪ੍ਰਬੰਧ ਵੀ ਕੀਤਾ ਗਿਆ ਹੈ। ਸਹਿਕਾਰੀ ਖੇਤਰ ਨੂੰ ਮਜ਼ਬੂਤ ਕਰਨ ਲਈ ਮਿਲਕਫੈੱਡ ਅਤੇ ਮਾਰਕਫੈੱਡ ਨੂੰ ਸਹਾਇਤਾ ਮਿਲੇਗੀ।: [347, 1102, 608, 1287]
brand-digit: 3: [766, 72, 809, 145]
masthead-underline: [71, 175, 1438, 177]
article-text-col1-more: ਬਜਟ ਵਿੱਚ ਬਿਜਲੀ ਖੇਤਰ ਲਈ ਸਬਸਿਡੀ ਦਾ ਪ੍ਰਬੰਧ ਕੀਤਾ ਗਿਆ ਹੈ ਤਾਂ ਜੋ ਘਰੇਲੂ ਖਪਤਕਾਰਾਂ ਨੂੰ 300 ਯੂਨਿਟ ਮੁਫ਼ਤ ਬਿਜਲੀ ਮਿਲਦੀ ਰਹੇ। ਨਵਿਆਉਣਯੋਗ ਊਰਜਾ ਨੂੰ ਉਤਸ਼ਾਹਿਤ ਕਰਨ ਲਈ ਸੋਲਰ ਪ੍ਰੋਜੈਕਟ ਲਗਾਏ ਜਾਣਗੇ। ਜਲ ਸਰੋਤ ਵਿਭਾਗ ਲਈ ਧਰਤੀ ਹੇਠਲੇ ਪਾਣੀ ਨੂੰ ਬਚਾਉਣ ਦੀਆਂ ਯੋਜਨਾਵਾਂ ਸ਼ੁਰੂ ਕੀਤੀਆਂ ਗਈਆਂ ਹਨ। ਪਸ਼ੂ ਪਾਲਣ ਅਤੇ ਡੇਅਰੀ ਵਿਕਾਸ ਲਈ ਵੀ ਫੰਡ ਰੱਖੇ ਗਏ ਹਨ। ਮੱਛੀ ਪਾਲਣ ਨੂੰ ਉਤਸ਼ਾਹਿਤ ਕਰਨ ਲਈ ਕਿਸਾਨਾਂ ਨੂੰ ਸਹਾਇਤਾ ਦਿੱਤੀ ਜਾਵੇਗੀ। ਸੈਰ ਸਪਾਟਾ ਅਤੇ ਸੱਭਿਆਚਾਰਕ ਮਾਮਲਿਆਂ ਲਈ ਵਿਰਾਸਤੀ ਇਮਾਰਤਾਂ ਦੀ ਸਾਂਭ ਸੰਭਾਲ ਦਾ ਪ੍ਰਬੰਧ ਕੀਤਾ ਗਿਆ ਹੈ। ਪ੍ਰਸ਼ਾਸਕੀ ਸੁਧਾਰਾਂ ਤਹਿਤ ਸਰਕਾਰੀ ਸੇਵਾਵਾਂ ਨੂੰ ਆਨਲਾਈਨ ਕਰਨ ਉੱਤੇ ਜ਼ੋਰ ਦਿੱਤਾ ਗਿਆ ਹੈ। ਮੁਲਾਜ਼ਮਾਂ ਦੀਆਂ ਤਨਖਾਹਾਂ ਅਤੇ ਪੈਨਸ਼ਨਾਂ ਲਈ ਵੀ ਲੋੜੀਂਦੇ ਪ੍ਰਬੰਧ ਕੀਤੇ ਗਏ ਹਨ। ਵਿੱਤ ਮੰਤਰੀ ਨੇ ਦੱਸਿਆ ਕਿ ਪੂੰਜੀਗਤ ਖਰਚ ਵਿੱਚ ਵਾਧਾ ਕਰਕੇ ਸੂਬੇ ਵਿੱਚ ਨਿਵੇਸ਼ ਦਾ ਮਾਹੌਲ ਬਣਾਇਆ ਜਾਵੇਗਾ। ਸਰਹੱਦੀ ਜ਼ਿਲ੍ਹਿਆਂ ਦੇ ਵਿਕਾਸ ਲਈ ਵਿਸ਼ੇਸ਼ ਪੈਕੇਜ ਦਾ ਐਲਾਨ ਵੀ ਕੀਤਾ ਗਿਆ। ਵਾਤਾਵਰਣ ਸੁਰੱਖਿਆ ਲਈ ਰੁੱਖ ਲਗਾਉਣ ਦੀ ਮੁਹਿੰਮ ਚਲਾਈ ਜਾਵੇਗੀ। ਪੇਂਡੂ ਖੇਤਰਾਂ ਵਿੱਚ ਪੱਕੀਆਂ ਗਲੀਆਂ ਅਤੇ ਛੱਪੜਾਂ ਦੀ ਸਫ਼ਾਈ ਦੇ ਪ੍ਰੋਜੈਕਟ ਵੀ ਸ਼ਾਮਲ ਹਨ।: [71, 990, 326, 1217]
brand-prefix: Page: [605, 72, 767, 145]
social-handle-block[interactable]: [1263, 104, 1364, 122]
logo-digit: 3: [117, 71, 155, 134]
article-text-col3-continued: ਸਦਨ ਦੀ ਕਾਰਵਾਈ ਦੌਰਾਨ ਮੁੱਖ ਮੰਤਰੀ ਸਮੇਤ ਸਾਰੇ ਮੰਤਰੀ ਅਤੇ ਵਿਧਾਇਕ ਹਾਜ਼ਰ ਸਨ। ਬਜਟ ਪੇਸ਼ ਕਰਨ ਤੋਂ ਬਾਅਦ ਵਿੱਤ ਮੰਤਰੀ ਨੇ ਕਿਹਾ ਕਿ ਇਹ ਬਜਟ ਲੋਕਾਂ ਦੀਆਂ ਉਮੀਦਾਂ ਉੱਤੇ ਖਰਾ ਉਤਰੇਗਾ। ਉਨ੍ਹਾਂ ਦੱਸਿਆ ਕਿ ਸਰਕਾਰ ਨੇ ਪਿਛਲੇ ਸਾਲ ਕੀਤੇ ਵਾਅਦਿਆਂ ਨੂੰ ਪੂਰਾ ਕੀਤਾ ਹੈ। ਸਿੱਖਿਆ ਕ੍ਰਾਂਤੀ ਅਤੇ ਸਿਹਤ ਕ੍ਰਾਂਤੀ ਦੇ ਨਤੀਜੇ ਜ਼ਮੀਨੀ ਪੱਧਰ ਉੱਤੇ ਦਿਖਾਈ ਦੇ ਰਹੇ ਹਨ। ਕਿਸਾਨਾਂ ਦੀਆਂ ਫ਼ਸਲਾਂ ਦੀ ਸਮੇਂ ਸਿਰ ਖਰੀਦ ਅਤੇ ਅਦਾਇਗੀ ਯਕੀਨੀ ਬਣਾਈ ਗਈ ਹੈ। ਪਿੰਡਾਂ ਵਿੱਚ ਲਾਇਬ੍ਰੇਰੀਆਂ ਖੋਲ੍ਹਣ ਦੀ ਯੋਜਨਾ ਵੀ ਬਜਟ ਦਾ ਹਿੱਸਾ ਹੈ। ਵਿਰੋਧੀ ਧਿਰ ਦੇ ਆਗੂਆਂ ਨੇ ਕਿਹਾ ਕਿ ਸੂਬੇ ਉੱਤੇ ਕਰਜ਼ੇ ਦਾ ਬੋਝ ਵਧ ਰਿਹਾ ਹੈ ਅਤੇ ਬਜਟ ਵਿੱਚ ਠੋਸ ਹੱਲ ਨਹੀਂ ਦਿੱਤੇ ਗਏ। ਸੱਤਾਧਾਰੀ ਧਿਰ ਨੇ ਬਜਟ ਨੂੰ ਲੋਕ ਪੱਖੀ ਅਤੇ ਵਿਕਾਸਮੁਖੀ ਦੱਸਿਆ। ਬਜਟ ਸੈਸ਼ਨ ਦੌਰਾਨ ਵੱਖ ਵੱਖ ਵਿਭਾਗਾਂ ਦੀਆਂ ਮੰਗਾਂ ਉੱਤੇ ਚਰਚਾ ਕੀਤੀ ਜਾਵੇਗੀ ਅਤੇ ਵਿੱਤ ਬਿੱਲ ਪਾਸ ਕੀਤਾ ਜਾਵੇਗਾ। ਸਰਕਾਰ ਨੇ ਭਰੋਸਾ ਦਿੱਤਾ ਕਿ ਹਰ ਐਲਾਨ ਨੂੰ ਸਮਾਂਬੱਧ ਤਰੀਕੇ ਨਾਲ ਲਾਗੂ ਕੀਤਾ ਜਾਵੇਗਾ।: [627, 1073, 887, 1258]
article-text-col5: ਸਦਨ ਦੀ ਕਾਰਵਾਈ ਦੌਰਾਨ ਮੁੱਖ ਮੰਤਰੀ ਸਮੇਤ ਸਾਰੇ ਮੰਤਰੀ ਅਤੇ ਵਿਧਾਇਕ ਹਾਜ਼ਰ ਸਨ। ਬਜਟ ਪੇਸ਼ ਕਰਨ ਤੋਂ ਬਾਅਦ ਵਿੱਤ ਮੰਤਰੀ ਨੇ ਕਿਹਾ ਕਿ ਇਹ ਬਜਟ ਲੋਕਾਂ ਦੀਆਂ ਉਮੀਦਾਂ ਉੱਤੇ ਖਰਾ ਉਤਰੇਗਾ। ਉਨ੍ਹਾਂ ਦੱਸਿਆ ਕਿ ਸਰਕਾਰ ਨੇ ਪਿਛਲੇ ਸਾਲ ਕੀਤੇ ਵਾਅਦਿਆਂ ਨੂੰ ਪੂਰਾ ਕੀਤਾ ਹੈ। ਸਿੱਖਿਆ ਕ੍ਰਾਂਤੀ ਅਤੇ ਸਿਹਤ ਕ੍ਰਾਂਤੀ ਦੇ ਨਤੀਜੇ ਜ਼ਮੀਨੀ ਪੱਧਰ ਉੱਤੇ ਦਿਖਾਈ ਦੇ ਰਹੇ ਹਨ। ਕਿਸਾਨਾਂ ਦੀਆਂ ਫ਼ਸਲਾਂ ਦੀ ਸਮੇਂ ਸਿਰ ਖਰੀਦ ਅਤੇ ਅਦਾਇਗੀ ਯਕੀਨੀ ਬਣਾਈ ਗਈ ਹੈ। ਪਿੰਡਾਂ ਵਿੱਚ ਲਾਇਬ੍ਰੇਰੀਆਂ ਖੋਲ੍ਹਣ ਦੀ ਯੋਜਨਾ ਵੀ ਬਜਟ ਦਾ ਹਿੱਸਾ ਹੈ। ਵਿਰੋਧੀ ਧਿਰ ਦੇ ਆਗੂਆਂ ਨੇ ਕਿਹਾ ਕਿ ਸੂਬੇ ਉੱਤੇ ਕਰਜ਼ੇ ਦਾ ਬੋਝ ਵਧ ਰਿਹਾ ਹੈ ਅਤੇ ਬਜਟ ਵਿੱਚ ਠੋਸ ਹੱਲ ਨਹੀਂ ਦਿੱਤੇ ਗਏ। ਸੱਤਾਧਾਰੀ ਧਿਰ ਨੇ ਬਜਟ ਨੂੰ ਲੋਕ ਪੱਖੀ ਅਤੇ ਵਿਕਾਸਮੁਖੀ ਦੱਸਿਆ। ਬਜਟ ਸੈਸ਼ਨ ਦੌਰਾਨ ਵੱਖ ਵੱਖ ਵਿਭਾਗਾਂ ਦੀਆਂ ਮੰਗਾਂ ਉੱਤੇ ਚਰਚਾ ਕੀਤੀ ਜਾਵੇਗੀ ਅਤੇ ਵਿੱਤ ਬਿੱਲ ਪਾਸ ਕੀਤਾ ਜਾਵੇਗਾ। ਸਰਕਾਰ ਨੇ ਭਰੋਸਾ ਦਿੱਤਾ ਕਿ ਹਰ ਐਲਾਨ ਨੂੰ ਸਮਾਂਬੱਧ ਤਰੀਕੇ ਨਾਲ ਲਾਗੂ ਕੀਤਾ ਜਾਵੇਗਾ।: [1186, 364, 1439, 548]
headline-line-1: ਪੰਜਾਬ ਦੇ ਵਿੱਤ ਮੰਤਰੀ ਹਰਪਾਲ ਸਿੰਘ ਚੀਮਾ ਨੇ 2,60,437 ਕਰੋੜ ਰੁਪਏ ਦੇ: [111, 198, 1401, 251]
article-text-col5-continued: ਸਰਕਾਰ ਨੇ ਉਦਯੋਗਾਂ ਲਈ ਇੱਕ ਖਿੜਕੀ ਪ੍ਰਣਾਲੀ ਨੂੰ ਹੋਰ ਮਜ਼ਬੂਤ ਕਰਨ ਦਾ ਫੈਸਲਾ ਕੀਤਾ ਹੈ ਤਾਂ ਜੋ ਨਿਵੇਸ਼ਕਾਂ ਨੂੰ ਪ੍ਰਵਾਨਗੀਆਂ ਜਲਦੀ ਮਿਲ ਸਕਣ। ਛੋਟੇ ਅਤੇ ਦਰਮਿਆਨੇ ਉਦਯੋਗਾਂ ਲਈ ਸਸਤੇ ਕਰਜ਼ੇ ਦੀ ਸਹੂਲਤ ਦਿੱਤੀ ਜਾਵੇਗੀ। ਸੂਚਨਾ ਤਕਨਾਲੋਜੀ ਖੇਤਰ ਵਿੱਚ ਨਵੇਂ ਪਾਰਕ ਸਥਾਪਤ ਕੀਤੇ ਜਾਣਗੇ। ਨੌਜਵਾਨਾਂ ਨੂੰ ਸਰਕਾਰੀ ਨੌਕਰੀਆਂ ਦੇਣ ਦੀ ਪ੍ਰਕਿਰਿਆ ਨੂੰ ਜਾਰੀ ਰੱਖਿਆ ਜਾਵੇਗਾ ਅਤੇ ਹਜ਼ਾਰਾਂ ਅਸਾਮੀਆਂ ਭਰੀਆਂ ਜਾਣਗੀਆਂ। ਸਟਾਰਟਅੱਪਾਂ ਲਈ ਵਿਸ਼ੇਸ਼ ਫੰਡ ਦੀ ਸਥਾਪਨਾ ਕੀਤੀ ਗਈ ਹੈ। ਵਿੱਤ ਮੰਤਰੀ ਨੇ ਕਿਹਾ ਕਿ ਸੂਬੇ ਦੀ ਕੁੱਲ ਘਰੇਲੂ ਪੈਦਾਵਾਰ ਵਿੱਚ ਵਾਧੇ ਦੀ ਦਰ ਕੌਮੀ ਔਸਤ ਦੇ ਨੇੜੇ ਪਹੁੰਚ ਗਈ ਹੈ। ਮਾਲੀਆ ਘਾਟੇ ਅਤੇ ਵਿੱਤੀ ਘਾਟੇ ਨੂੰ ਘਟਾਉਣ ਦਾ ਟੀਚਾ ਰੱਖਿਆ ਗਿਆ ਹੈ। ਕੇਂਦਰ ਸਰਕਾਰ ਤੋਂ ਬਕਾਇਆ ਫੰਡ ਪ੍ਰਾਪਤ ਕਰਨ ਲਈ ਯਤਨ ਜਾਰੀ ਰਹਿਣਗੇ। ਬਜਟ ਵਿੱਚ ਖੇਡ ਨੀਤੀ ਤਹਿਤ ਖਿਡਾਰੀਆਂ ਲਈ ਇਨਾਮ ਰਾਸ਼ੀ ਦਾ ਪ੍ਰਬੰਧ ਵੀ ਕੀਤਾ ਗਿਆ ਹੈ। ਸਹਿਕਾਰੀ ਖੇਤਰ ਨੂੰ ਮਜ਼ਬੂਤ ਕਰਨ ਲਈ ਮਿਲਕਫੈੱਡ ਅਤੇ ਮਾਰਕਫੈੱਡ ਨੂੰ ਸਹਾਇਤਾ ਮਿਲੇਗੀ।: [1186, 561, 1439, 746]
assembly-photo-illustration: [347, 359, 1162, 818]
article-text-col3-more: ਵਿੱਤ ਮੰਤਰੀ ਨੇ ਆਪਣੇ ਭਾਸ਼ਣ ਵਿੱਚ ਕਿਹਾ ਕਿ ਪਿਛਲੇ ਚਾਰ ਸਾਲਾਂ ਦੌਰਾਨ ਸਰਕਾਰ ਨੇ ਵਿੱਤੀ ਅਨੁਸ਼ਾਸਨ ਕਾਇਮ ਰੱਖਿਆ ਹੈ ਅਤੇ ਟੈਕਸ ਵਸੂਲੀ ਵਿੱਚ ਪਾਰਦਰਸ਼ਤਾ ਲਿਆਂਦੀ ਹੈ। ਜੀਐਸਟੀ ਅਤੇ ਆਬਕਾਰੀ ਤੋਂ ਆਮਦਨ ਵਿੱਚ ਵਾਧਾ ਹੋਇਆ ਹੈ। ਉਨ੍ਹਾਂ ਕਿਹਾ ਕਿ ਬਜਟ ਵਿੱਚ ਕੋਈ ਨਵਾਂ ਟੈਕਸ ਨਹੀਂ ਲਗਾਇਆ ਗਿਆ। ਖੇਤੀਬਾੜੀ ਖੇਤਰ ਲਈ ਕੁੱਲ ਰਕਮ ਵਿੱਚ ਵਾਧਾ ਕਰਦਿਆਂ ਪਰਾਲੀ ਪ੍ਰਬੰਧਨ ਲਈ ਮਸ਼ੀਨਰੀ ਉੱਤੇ ਸਬਸਿਡੀ ਜਾਰੀ ਰੱਖੀ ਗਈ ਹੈ। ਨਹਿਰੀ ਪਾਣੀ ਨੂੰ ਹਰ ਖੇਤ ਤੱਕ ਪਹੁੰਚਾਉਣ ਲਈ ਨਵੇਂ ਪ੍ਰੋਜੈਕਟ ਸ਼ੁਰੂ ਕੀਤੇ ਜਾਣਗੇ। ਸਿਹਤ ਵਿਭਾਗ ਲਈ ਨਵੇਂ ਮੈਡੀਕਲ ਕਾਲਜ ਅਤੇ ਜ਼ਿਲ੍ਹਾ ਹਸਪਤਾਲਾਂ ਦੇ ਨਵੀਨੀਕਰਨ ਦਾ ਐਲਾਨ ਕੀਤਾ ਗਿਆ। ਮੁਫ਼ਤ ਦਵਾਈਆਂ ਅਤੇ ਟੈਸਟਾਂ ਦੀ ਸਹੂਲਤ ਨੂੰ ਹੋਰ ਵਧਾਇਆ ਜਾਵੇਗਾ। ਸਿੱਖਿਆ ਬਜਟ ਵਿੱਚ ਅਧਿਆਪਕਾਂ ਦੀ ਭਰਤੀ ਅਤੇ ਸਕੂਲਾਂ ਦੇ ਬੁਨਿਆਦੀ ਢਾਂਚੇ ਨੂੰ ਮਜ਼ਬੂਤ ਕਰਨ ਉੱਤੇ ਜ਼ੋਰ ਦਿੱਤਾ ਗਿਆ ਹੈ। ਸ਼ਹਿਰੀ ਵਿਕਾਸ ਲਈ ਸਮਾਰਟ ਸਿਟੀ ਪ੍ਰੋਜੈਕਟਾਂ ਨੂੰ ਤੇਜ਼ ਕੀਤਾ ਜਾਵੇਗਾ। ਟਰਾਂਸਪੋਰਟ ਵਿਭਾਗ ਲਈ ਨਵੀਆਂ ਬੱਸਾਂ ਖਰੀਦਣ ਦੀ ਯੋਜਨਾ ਹੈ। ਔਰਤਾਂ ਲਈ ਮੁਫ਼ਤ ਬੱਸ ਸਫ਼ਰ ਦੀ ਸਹੂਲਤ ਜਾਰੀ ਰਹੇਗੀ। ਅਨੁਸੂਚਿਤ ਜਾਤੀਆਂ ਅਤੇ ਪਛੜੇ ਵਰਗਾਂ ਦੀ ਭਲਾਈ ਲਈ ਵਜ਼ੀਫ਼ਾ ਸਕੀਮਾਂ ਵਿੱਚ ਵਾਧਾ ਕੀਤਾ ਗਿਆ ਹੈ। ਵਿੱਤ ਮੰਤਰੀ ਨੇ ਕਿਹਾ ਕਿ ਇਹ ਬਜਟ ਰੰਗਲਾ ਪੰਜਾਬ ਬਣਾਉਣ ਦੇ ਸੁਪਨੇ ਨੂੰ ਪੂਰਾ ਕਰਨ ਵੱਲ ਇੱਕ ਮਹੱਤਵਪੂਰਨ ਕਦਮ ਹੈ। ਸਦਨ ਵਿੱਚ ਬਜਟ ਉੱਤੇ ਬਹਿਸ ਅਗਲੇ ਦਿਨਾਂ ਵਿੱਚ ਹੋਵੇਗੀ।: [627, 1271, 887, 1527]
article-text-col1: ਚੰਡੀਗੜ੍ਹ, 8 ਮਾਰਚ: ਪੰਜਾਬ ਦੇ ਵਿੱਤ ਮੰਤਰੀ ਹਰਪਾਲ ਸਿੰਘ ਚੀਮਾ ਨੇ ਅੱਜ ਪੰਜਾਬ ਵਿਧਾਨ ਸਭਾ ਵਿੱਚ ਸਾਲ 2026-27 ਲਈ 2,60,437 ਕਰੋੜ ਰੁਪਏ ਦਾ ਬਜਟ ਪੇਸ਼ ਕੀਤਾ। ਇਹ ਮੌਜੂਦਾ ਸਰਕਾਰ ਦਾ ਪੰਜਵਾਂ ਬਜਟ ਹੈ ਜਿਸ ਵਿੱਚ ਸਿੱਖਿਆ, ਸਿਹਤ, ਖੇਤੀਬਾੜੀ ਅਤੇ ਬੁਨਿਆਦੀ ਢਾਂਚੇ ਲਈ ਵੱਡੇ ਪ੍ਰਬੰਧ ਕੀਤੇ ਗਏ ਹਨ। ਵਿੱਤ ਮੰਤਰੀ ਨੇ ਕਿਹਾ ਕਿ ਸਰਕਾਰ ਸੂਬੇ ਦੀ ਆਰਥਿਕਤਾ ਨੂੰ ਮਜ਼ਬੂਤ ਕਰਨ ਲਈ ਵਚਨਬੱਧ ਹੈ ਅਤੇ ਹਰ ਵਰਗ ਦੇ ਲੋਕਾਂ ਦੀ ਭਲਾਈ ਲਈ ਲਗਾਤਾਰ ਕੰਮ ਕਰ ਰਹੀ ਹੈ। ਬਜਟ ਵਿੱਚ ਕਿਸਾਨਾਂ ਲਈ ਮੁਫ਼ਤ ਬਿਜਲੀ ਜਾਰੀ ਰੱਖਣ ਦਾ ਐਲਾਨ ਕੀਤਾ ਗਿਆ ਅਤੇ ਫ਼ਸਲੀ ਵਿਭਿੰਨਤਾ ਲਈ ਵਿਸ਼ੇਸ਼ ਫੰਡ ਰੱਖੇ ਗਏ। ਸਿਹਤ ਖੇਤਰ ਵਿੱਚ ਆਮ ਆਦਮੀ ਕਲੀਨਿਕਾਂ ਦੇ ਵਿਸਥਾਰ ਲਈ ਰਕਮ ਵਧਾਈ ਗਈ ਹੈ। ਸਿੱਖਿਆ ਦੇ ਖੇਤਰ ਵਿੱਚ ਸਕੂਲ ਆਫ਼ ਐਮੀਨੈਂਸ ਅਤੇ ਨਵੇਂ ਸਰਕਾਰੀ ਕਾਲਜਾਂ ਲਈ ਪ੍ਰਬੰਧ ਕੀਤੇ ਗਏ ਹਨ। ਨੌਜਵਾਨਾਂ ਨੂੰ ਰੁਜ਼ਗਾਰ ਦੇਣ ਲਈ ਹੁਨਰ ਵਿਕਾਸ ਕੇਂਦਰ ਖੋਲ੍ਹਣ ਦੀ ਯੋਜਨਾ ਵੀ ਬਜਟ ਵਿੱਚ ਸ਼ਾਮਲ ਹੈ। ਵਿੱਤ ਮੰਤਰੀ ਨੇ ਦੱਸਿਆ ਕਿ ਸੂਬੇ ਦੀ ਮਾਲੀਆ ਆਮਦਨ ਵਿੱਚ ਲਗਾਤਾਰ ਵਾਧਾ ਹੋ ਰਿਹਾ ਹੈ ਅਤੇ ਕਰਜ਼ੇ ਦੇ ਬੋਝ ਨੂੰ ਘਟਾਉਣ ਲਈ ਠੋਸ ਕਦਮ ਚੁੱਕੇ ਜਾ ਰਹੇ ਹਨ। ਉਦਯੋਗਾਂ ਨੂੰ ਉਤਸ਼ਾਹਿਤ ਕਰਨ ਲਈ ਨਵੀਂ ਉਦਯੋਗਿਕ ਨੀਤੀ ਤਹਿਤ ਰਿਆਇਤਾਂ ਦਿੱਤੀਆਂ ਜਾਣਗੀਆਂ। ਪੇਂਡੂ ਵਿਕਾਸ, ਸੜਕਾਂ, ਪੀਣ ਵਾਲੇ ਪਾਣੀ ਅਤੇ ਸੀਵਰੇਜ ਪ੍ਰੋਜੈਕਟਾਂ ਲਈ ਵੀ ਵੱਡੀ ਰਕਮ ਰੱਖੀ ਗਈ ਹੈ। ਔਰਤਾਂ ਦੇ ਸਸ਼ਕਤੀਕਰਨ ਲਈ ਵਿਸ਼ੇਸ਼ ਯੋਜਨਾਵਾਂ ਦਾ ਐਲਾਨ ਕੀਤਾ ਗਿਆ। ਬਜ਼ੁਰਗਾਂ ਦੀ ਪੈਨਸ਼ਨ ਅਤੇ ਸਮਾਜਿਕ ਸੁਰੱਖਿਆ ਸਕੀਮਾਂ ਲਈ ਵੀ ਫੰਡਾਂ ਵਿੱਚ ਵਾਧਾ ਕੀਤਾ ਗਿਆ ਹੈ। ਸਰਕਾਰ ਨੇ ਨਸ਼ਿਆਂ ਵਿਰੁੱਧ ਮੁਹਿੰਮ ਲਈ ਵੀ ਵੱਖਰਾ ਬਜਟ ਰੱਖਿਆ ਹੈ ਅਤੇ ਪੁਲਿਸ ਦੇ ਆਧੁਨਿਕੀਕਰਨ ਲਈ ਪ੍ਰਬੰਧ ਕੀਤੇ ਹਨ। ਖੇਡਾਂ ਨੂੰ ਉਤਸ਼ਾਹਿਤ ਕਰਨ ਲਈ ਪਿੰਡ ਪੱਧਰ ਤੱਕ ਖੇਡ ਮੈਦਾਨ ਬਣਾਏ ਜਾਣਗੇ। ਵਿਰੋਧੀ ਧਿਰ ਨੇ ਬਜਟ ਉੱਤੇ ਆਪਣੀ ਪ੍ਰਤੀਕਿਰਿਆ ਦਿੰਦਿਆਂ ਕਈ ਸਵਾਲ ਉਠਾਏ।: [71, 364, 326, 707]
article-text-col4: ਸਰਕਾਰ ਨੇ ਉਦਯੋਗਾਂ ਲਈ ਇੱਕ ਖਿੜਕੀ ਪ੍ਰਣਾਲੀ ਨੂੰ ਹੋਰ ਮਜ਼ਬੂਤ ਕਰਨ ਦਾ ਫੈਸਲਾ ਕੀਤਾ ਹੈ ਤਾਂ ਜੋ ਨਿਵੇਸ਼ਕਾਂ ਨੂੰ ਪ੍ਰਵਾਨਗੀਆਂ ਜਲਦੀ ਮਿਲ ਸਕਣ। ਛੋਟੇ ਅਤੇ ਦਰਮਿਆਨੇ ਉਦਯੋਗਾਂ ਲਈ ਸਸਤੇ ਕਰਜ਼ੇ ਦੀ ਸਹੂਲਤ ਦਿੱਤੀ ਜਾਵੇਗੀ। ਸੂਚਨਾ ਤਕਨਾਲੋਜੀ ਖੇਤਰ ਵਿੱਚ ਨਵੇਂ ਪਾਰਕ ਸਥਾਪਤ ਕੀਤੇ ਜਾਣਗੇ। ਨੌਜਵਾਨਾਂ ਨੂੰ ਸਰਕਾਰੀ ਨੌਕਰੀਆਂ ਦੇਣ ਦੀ ਪ੍ਰਕਿਰਿਆ ਨੂੰ ਜਾਰੀ ਰੱਖਿਆ ਜਾਵੇਗਾ ਅਤੇ ਹਜ਼ਾਰਾਂ ਅਸਾਮੀਆਂ ਭਰੀਆਂ ਜਾਣਗੀਆਂ। ਸਟਾਰਟਅੱਪਾਂ ਲਈ ਵਿਸ਼ੇਸ਼ ਫੰਡ ਦੀ ਸਥਾਪਨਾ ਕੀਤੀ ਗਈ ਹੈ। ਵਿੱਤ ਮੰਤਰੀ ਨੇ ਕਿਹਾ ਕਿ ਸੂਬੇ ਦੀ ਕੁੱਲ ਘਰੇਲੂ ਪੈਦਾਵਾਰ ਵਿੱਚ ਵਾਧੇ ਦੀ ਦਰ ਕੌਮੀ ਔਸਤ ਦੇ ਨੇੜੇ ਪਹੁੰਚ ਗਈ ਹੈ। ਮਾਲੀਆ ਘਾਟੇ ਅਤੇ ਵਿੱਤੀ ਘਾਟੇ ਨੂੰ ਘਟਾਉਣ ਦਾ ਟੀਚਾ ਰੱਖਿਆ ਗਿਆ ਹੈ। ਕੇਂਦਰ ਸਰਕਾਰ ਤੋਂ ਬਕਾਇਆ ਫੰਡ ਪ੍ਰਾਪਤ ਕਰਨ ਲਈ ਯਤਨ ਜਾਰੀ ਰਹਿਣਗੇ। ਬਜਟ ਵਿੱਚ ਖੇਡ ਨੀਤੀ ਤਹਿਤ ਖਿਡਾਰੀਆਂ ਲਈ ਇਨਾਮ ਰਾਸ਼ੀ ਦਾ ਪ੍ਰਬੰਧ ਵੀ ਕੀਤਾ ਗਿਆ ਹੈ। ਸਹਿਕਾਰੀ ਖੇਤਰ ਨੂੰ ਮਜ਼ਬੂਤ ਕਰਨ ਲਈ ਮਿਲਕਫੈੱਡ ਅਤੇ ਮਾਰਕਫੈੱਡ ਨੂੰ ਸਹਾਇਤਾ ਮਿਲੇਗੀ।: [906, 833, 1166, 1017]
